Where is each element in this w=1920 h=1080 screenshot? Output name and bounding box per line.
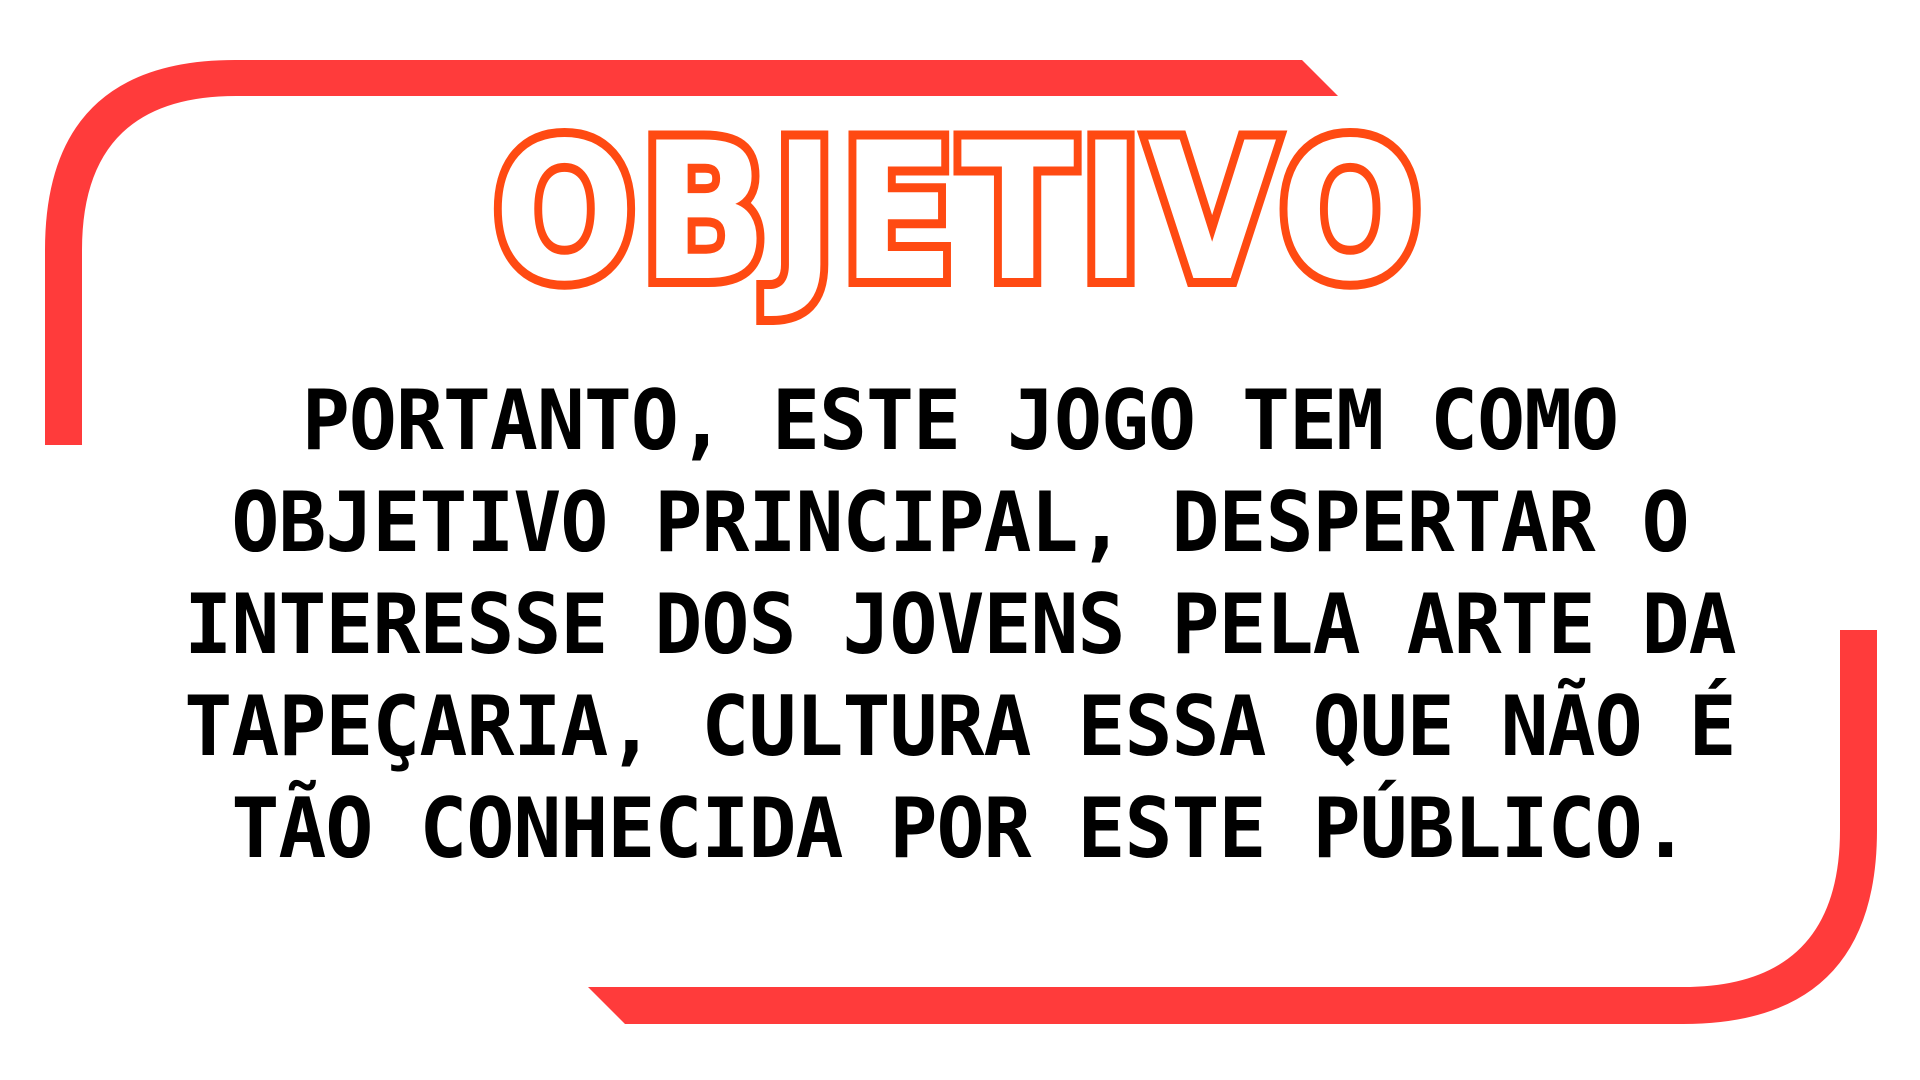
page-title: OBJETIVO [493,102,1427,323]
objective-description: PORTANTO, ESTE JOGO TEM COMO OBJETIVO PRINCIPAL, DESPERTAR O INTERESSE DOS JOVENS PELA ARTE DA TAPEÇARIA, CULTURA ESSA QUE NÃO É TÃO CONHECIDA POR ESTE PÚBLICO. [184,372,1736,877]
